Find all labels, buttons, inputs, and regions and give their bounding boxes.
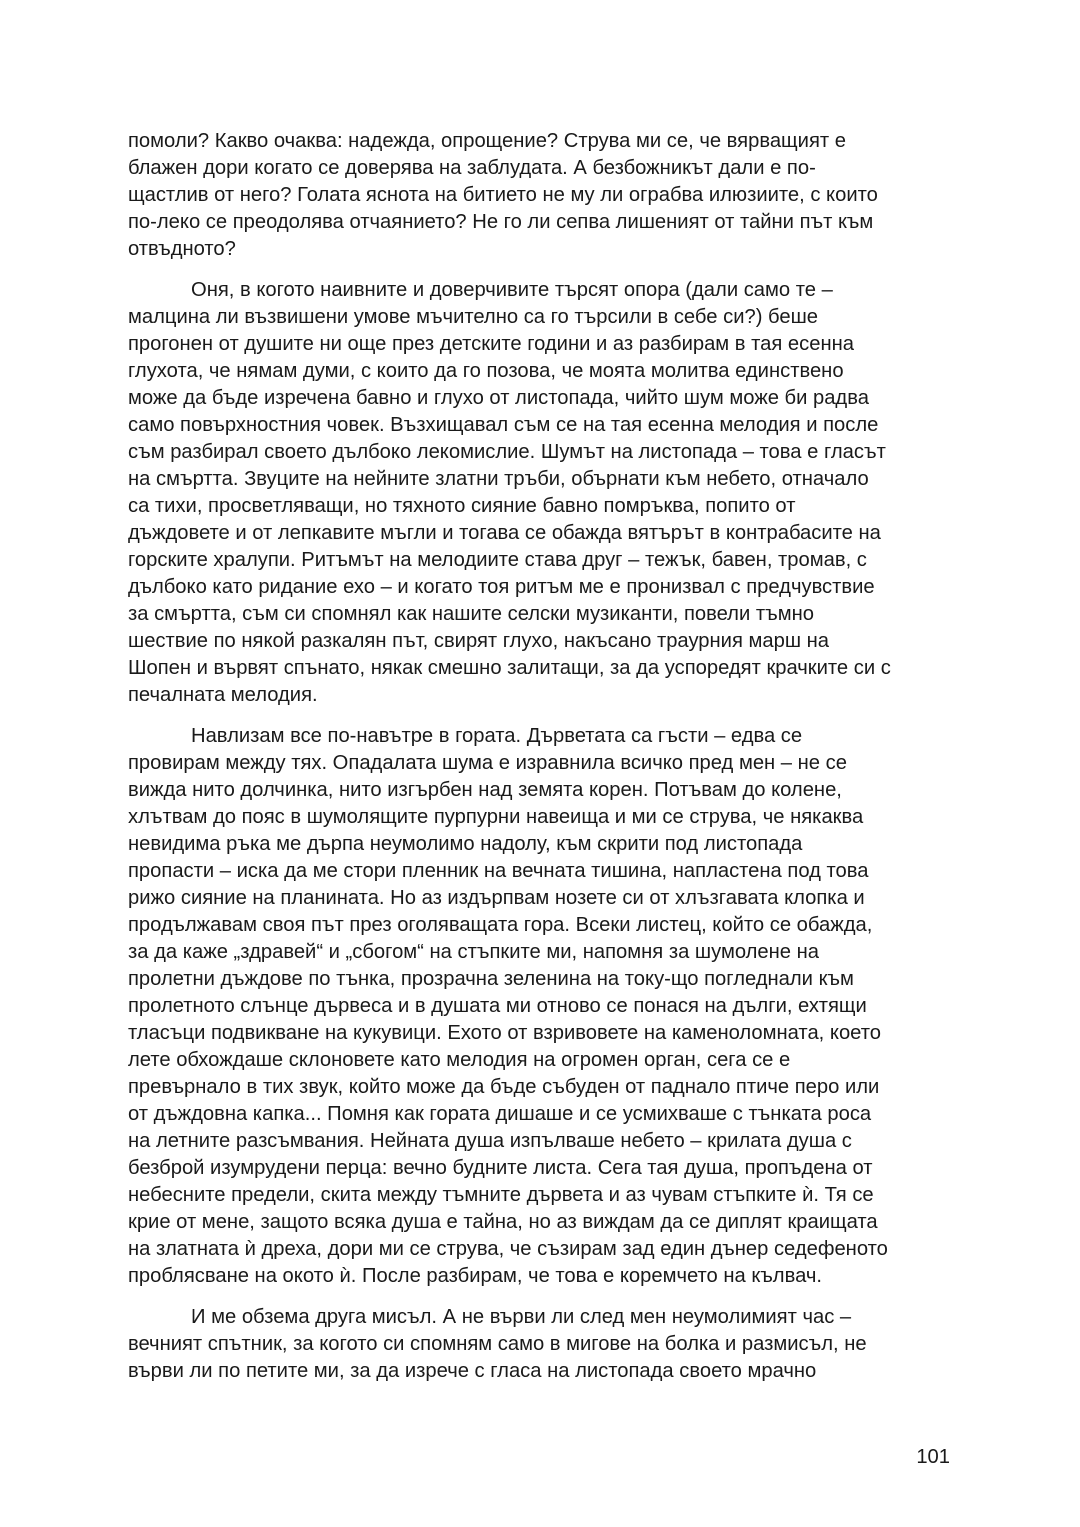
text-line: рижо сияние на планината. Но аз издърпвам нозете си от хлъзгавата клопка и <box>128 887 865 909</box>
text-line: крие от мене, защото всяка душа е тайна, но аз виждам да се диплят краищата <box>128 1211 878 1233</box>
text-line: може да бъде изречена бавно и глухо от листопада, чийто шум може би радва <box>128 387 869 409</box>
text-line: провирам между тях. Опадалата шума е изравнила всичко пред мен – не се <box>128 752 847 774</box>
page-number: 101 <box>916 1446 950 1468</box>
text-line: щастлив от него? Голата яснота на битието не му ли ограбва илюзиите, с които <box>128 184 878 206</box>
text-line: съм разбирал своето дълбоко лекомислие. Шумът на листопада – това е гласът <box>128 441 886 463</box>
text-line: на смъртта. Звуците на нейните златни тръби, обърнати към небето, отначало <box>128 468 869 490</box>
text-line: помоли? Какво очаква: надежда, опрощение? Струва ми се, че вярващият е <box>128 130 846 152</box>
text-line: върви ли по петите ми, за да изрече с гласа на листопада своето мрачно <box>128 1360 817 1382</box>
text-line: вижда нито долчинка, нито изгърбен над земята корен. Потъвам до колене, <box>128 779 842 801</box>
text-line: прогонен от душите ни още през детските години и аз разбирам в тая есенна <box>128 333 854 355</box>
text-line: И ме обзема друга мисъл. А не върви ли след мен неумолимият час – <box>191 1306 852 1328</box>
text-line: глухота, че нямам думи, с които да го позова, че моята молитва единствено <box>128 360 844 382</box>
text-line: невидима ръка ме дърпа неумолимо надолу, към скрити под листопада <box>128 833 803 855</box>
text-line: от дъждовна капка... Помня как гората дишаше и се усмихваше с тънката роса <box>128 1103 872 1125</box>
text-line: за да каже „здравей“ и „сбогом“ на стъпките ми, напомня за шумолене на <box>128 941 819 963</box>
text-line: само повърхностния човек. Възхищавал съм се на тая есенна мелодия и после <box>128 414 879 436</box>
text-line: блажен дори когато се доверява на заблудата. А безбожникът дали е по- <box>128 157 816 179</box>
text-line: отвъдното? <box>128 238 236 260</box>
paragraph-3 <box>128 723 954 1290</box>
text-line: тласъци подвикване на кукувици. Ехото от взривовете на каменоломната, което <box>128 1022 881 1044</box>
paragraph-1 <box>128 128 954 263</box>
text-line: лете обхождаше склоновете като мелодия на огромен орган, сега се е <box>128 1049 791 1071</box>
text-line: на златната ѝ дреха, дори ми се струва, че съзирам зад един дънер седефеното <box>128 1238 888 1260</box>
text-line: печалната мелодия. <box>128 684 318 706</box>
text-line: безброй изумрудени перца: вечно будните листа. Сега тая душа, пропъдена от <box>128 1157 873 1179</box>
text-line: дълбоко като ридание ехо – и когато тоя ритъм ме е пронизвал с предчувствие <box>128 576 875 598</box>
text-line: проблясване на окото ѝ. После разбирам, че това е коремчето на кълвач. <box>128 1265 822 1287</box>
text-line: продължавам своя път през оголяващата гора. Всеки листец, който се обажда, <box>128 914 873 936</box>
text-line: пролетни дъждове по тънка, прозрачна зеленина на току-що погледнали към <box>128 968 854 990</box>
page-body <box>128 128 954 1399</box>
text-line: вечният спътник, за когото си спомням само в мигове на болка и размисъл, не <box>128 1333 867 1355</box>
text-line: пропасти – иска да ме стори пленник на вечната тишина, напластена под това <box>128 860 869 882</box>
text-line: за смъртта, съм си спомнял как нашите селски музиканти, повели тъмно <box>128 603 814 625</box>
text-line: превърнало в тих звук, който може да бъде събуден от паднало птиче перо или <box>128 1076 880 1098</box>
text-line: Оня, в когото наивните и доверчивите търсят опора (дали само те – <box>191 279 833 301</box>
text-line: по-леко се преодолява отчаянието? Не го ли сепва лишеният от тайни път към <box>128 211 874 233</box>
text-line: малцина ли възвишени умове мъчително са го търсили в себе си?) беше <box>128 306 819 328</box>
text-line: дъждовете и от лепкавите мъгли и тогава се обажда вятърът в контрабасите на <box>128 522 881 544</box>
paragraph-2 <box>128 277 954 709</box>
text-line: горските хралупи. Ритъмът на мелодиите става друг – тежък, бавен, тромав, с <box>128 549 867 571</box>
text-line: Шопен и вървят спънато, някак смешно залитащи, за да успоредят крачките си с <box>128 657 891 679</box>
text-line: са тихи, просветляващи, но тяхното сияние бавно помръква, попито от <box>128 495 796 517</box>
text-line: шествие по някой разкалян път, свирят глухо, накъсано траурния марш на <box>128 630 830 652</box>
paragraph-4 <box>128 1304 954 1385</box>
text-line: пролетното слънце дървеса и в душата ми отново се понася на дълги, ехтящи <box>128 995 867 1017</box>
text-line: хлътвам до пояс в шумолящите пурпурни навеища и ми се струва, че някаква <box>128 806 864 828</box>
text-line: на летните разсъмвания. Нейната душа изпълваше небето – крилата душа с <box>128 1130 852 1152</box>
text-line: Навлизам все по-навътре в гората. Дърветата са гъсти – едва се <box>191 725 803 747</box>
text-line: небесните предели, скита между тъмните дървета и аз чувам стъпките ѝ. Тя се <box>128 1184 874 1206</box>
